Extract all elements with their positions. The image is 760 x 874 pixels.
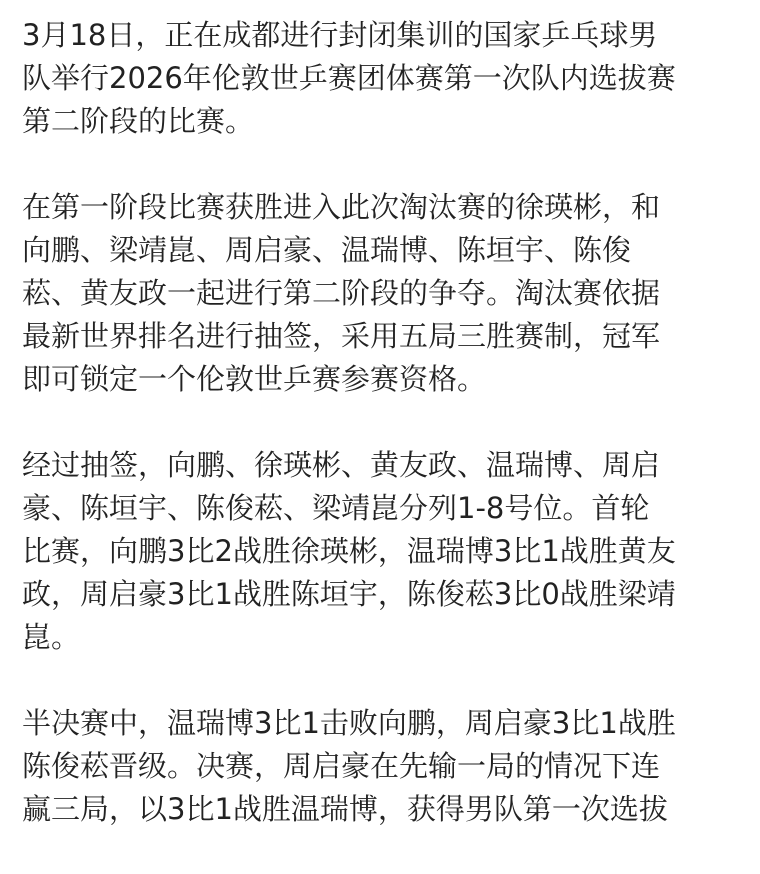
paragraph-intro [22,0,744,143]
text-line: 半决赛中，温瑞博3比1击败向鹏，周启豪3比1战胜 [22,706,676,740]
text-line: 经过抽签，向鹏、徐瑛彬、黄友政、温瑞博、周启 [22,448,661,482]
paragraph-first-round [22,444,744,659]
text-line: 在第一阶段比赛获胜进入此次淘汰赛的徐瑛彬，和 [22,190,661,224]
text-line: 队举行2026年伦敦世乒赛团体赛第一次队内选拔赛 [22,61,676,95]
text-line: 政，周启豪3比1战胜陈垣宇，陈俊菘3比0战胜梁靖 [22,577,676,611]
text-line: 即可锁定一个伦敦世乒赛参赛资格。 [22,362,487,396]
text-line: 第二阶段的比赛。 [22,104,255,138]
paragraph-semifinal-final [22,702,744,831]
text-line: 向鹏、梁靖崑、周启豪、温瑞博、陈垣宇、陈俊 [22,233,632,267]
text-line: 赢三局，以3比1战胜温瑞博，获得男队第一次选拔 [22,792,668,826]
text-line: 崑。 [22,620,81,654]
text-line: 陈俊菘晋级。决赛，周启豪在先输一局的情况下连 [22,749,661,783]
text-line: 豪、陈垣宇、陈俊菘、梁靖崑分列1-8号位。首轮 [22,491,650,525]
paragraph-participants [22,186,744,401]
text-line: 3月18日，正在成都进行封闭集训的国家乒乓球男 [22,18,658,52]
text-line: 最新世界排名进行抽签，采用五局三胜赛制，冠军 [22,319,661,353]
text-line: 比赛，向鹏3比2战胜徐瑛彬，温瑞博3比1战胜黄友 [22,534,676,568]
text-line: 菘、黄友政一起进行第二阶段的争夺。淘汰赛依据 [22,276,661,310]
article-body [22,0,744,874]
